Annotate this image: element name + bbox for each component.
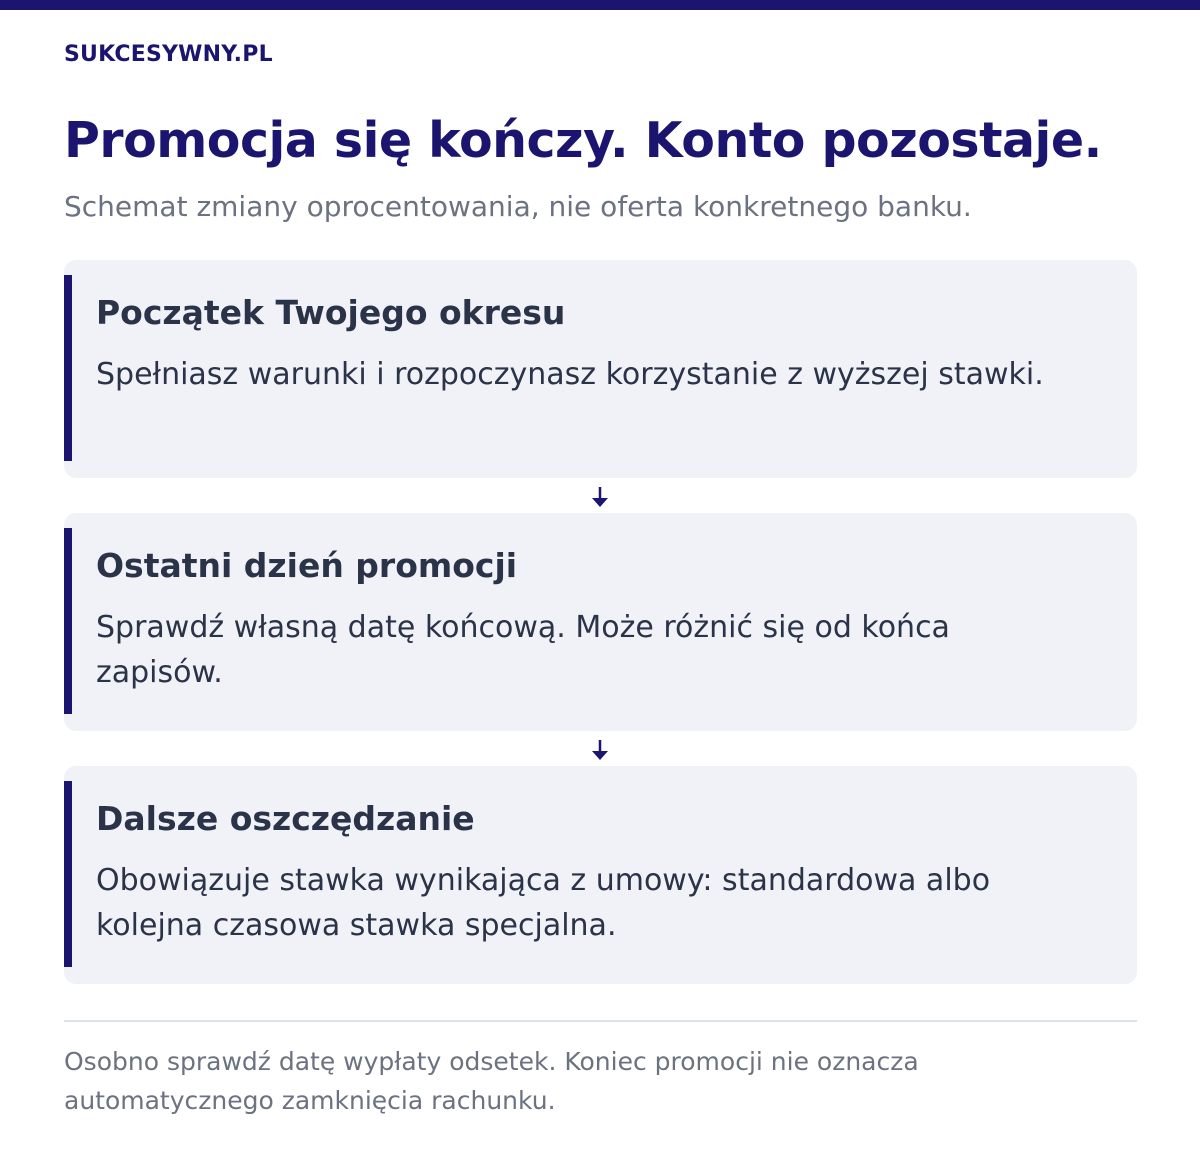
step-title: Dalsze oszczędzanie xyxy=(96,799,475,838)
page-title: Promocja się kończy. Konto pozostaje. xyxy=(64,112,1102,169)
step-description: Spełniasz warunki i rozpoczynasz korzystanie z wyższej stawki. xyxy=(96,357,1044,392)
down-arrow-icon xyxy=(590,737,610,763)
footer-divider xyxy=(64,1020,1137,1022)
footer-note: Osobno sprawdź datę wypłaty odsetek. Koniec promocji nie oznacza automatycznego zamknięcia rachunku. xyxy=(64,1047,919,1115)
step-accent-bar xyxy=(64,781,72,967)
step-accent-bar xyxy=(64,528,72,714)
step-description: Obowiązuje stawka wynikająca z umowy: standardowa albo kolejna czasowa stawka specjalna. xyxy=(96,863,991,943)
step-accent-bar xyxy=(64,275,72,461)
step-title: Ostatni dzień promocji xyxy=(96,546,518,585)
top-accent-bar xyxy=(0,0,1200,10)
step-card-last-day xyxy=(64,513,1137,731)
down-arrow-icon xyxy=(590,484,610,510)
step-card-start xyxy=(64,260,1137,478)
brand-name: SUKCESYWNY.PL xyxy=(64,42,273,67)
step-title: Początek Twojego okresu xyxy=(96,293,566,332)
page-subtitle: Schemat zmiany oprocentowania, nie oferta konkretnego banku. xyxy=(64,190,972,223)
step-description: Sprawdź własną datę końcową. Może różnić się od końca zapisów. xyxy=(96,610,950,690)
step-card-further-saving xyxy=(64,766,1137,984)
